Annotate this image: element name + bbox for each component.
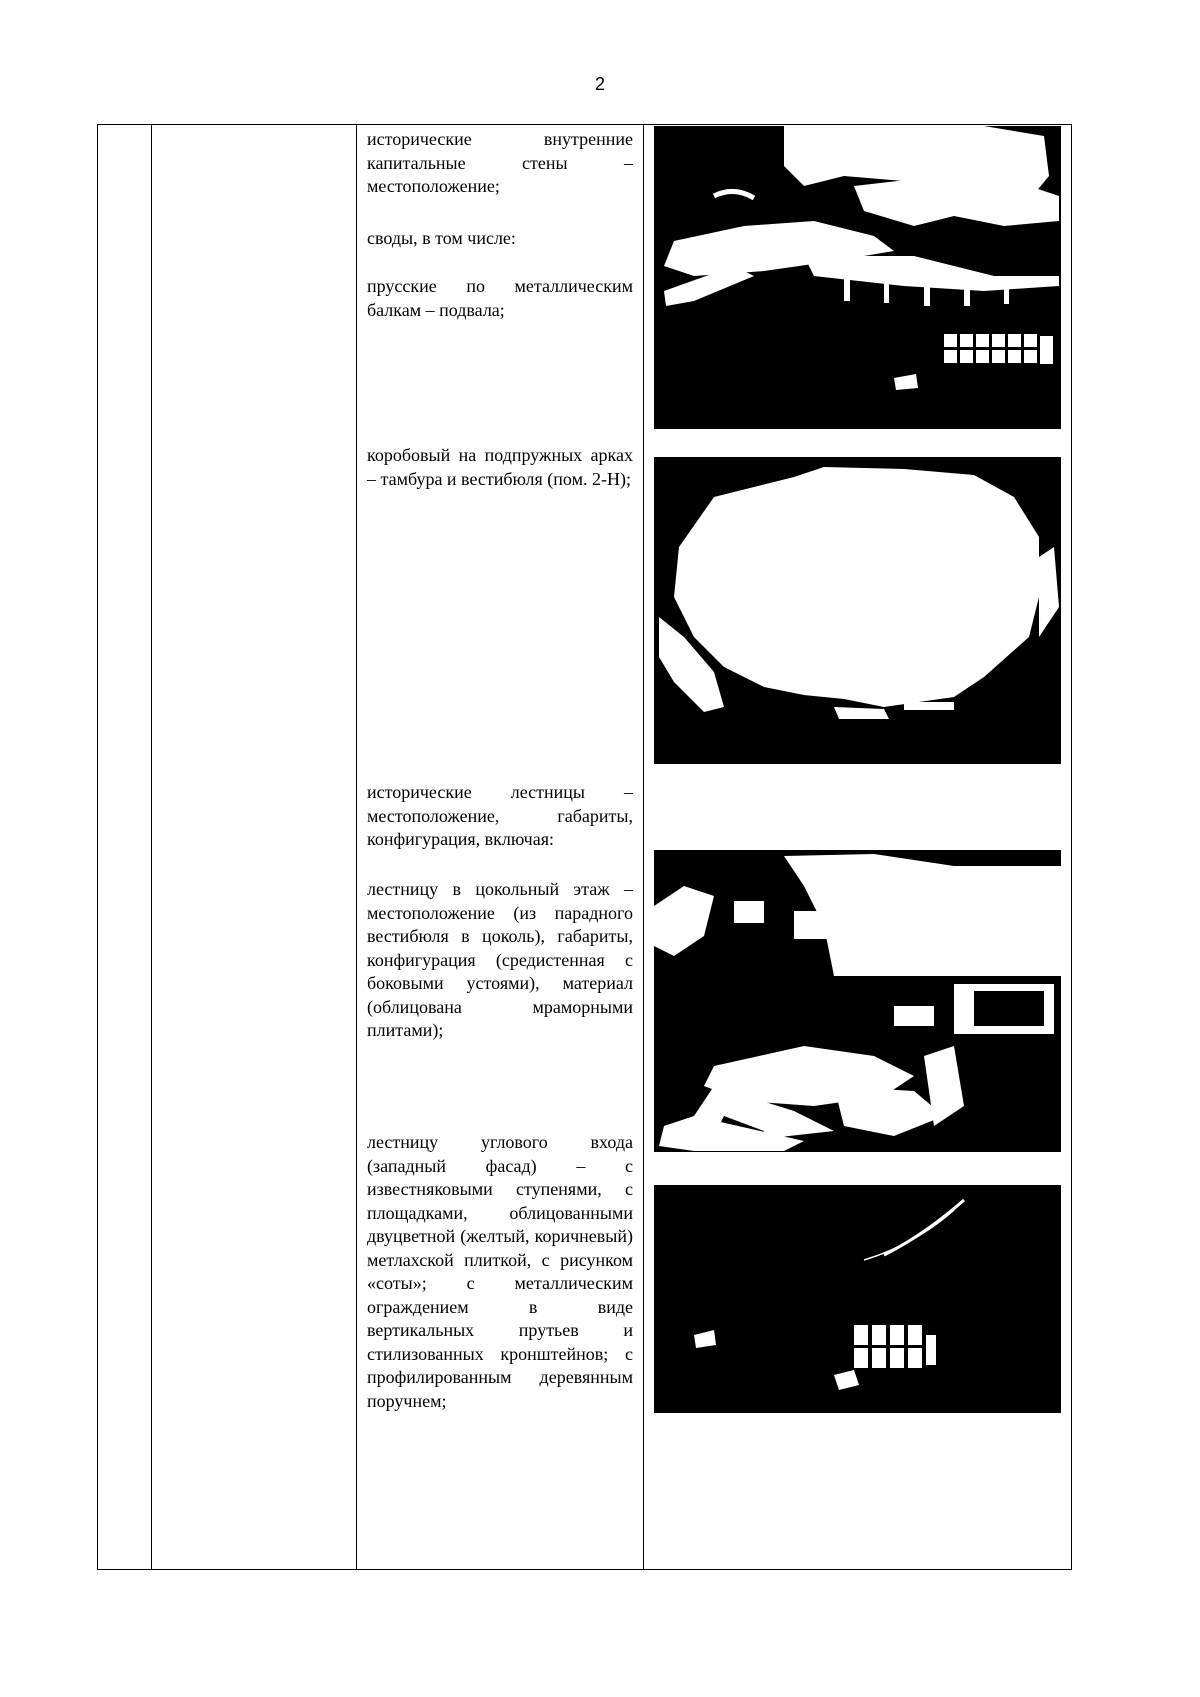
table-column-divider [643,124,644,1570]
vaulted-ceiling-photo [654,126,1061,429]
text-block-box-vault: коробовый на подпружных арках – тамбура и вестибюля (пом. 2-Н); [367,445,633,489]
corner-entrance-stair-photo [654,1185,1061,1413]
page-number: 2 [594,74,605,94]
text-block-basement-stair: лестницу в цокольный этаж – местоположение (из парадного вестибюля в цоколь), габариты, конфигурация (средистенная с боковыми устоями), материал (облицована мраморными плитами); [367,879,633,1040]
table-column-divider [151,124,152,1570]
text-block-corner-stair: лестницу углового входа (западный фасад) – с известняковыми ступенями, с площадками, облицованными двуцветной (желтый, коричневый) метлахской плиткой, с рисунком «соты»; с металлическим ограждением в виде вертикальных прутьев и стилизованных кронштейнов; с профилированным деревянным поручнем; [367,1132,633,1411]
text-block-capital-walls: исторические внутренние капитальные стены – местоположение; [367,129,633,196]
text-block-vaults: своды, в том числе: [367,228,516,248]
table-column-divider [356,124,357,1570]
text-block-historic-stairs: исторические лестницы – местоположение, габариты, конфигурация, включая: [367,782,633,849]
box-vault-photo [654,457,1061,764]
text-block-prussian-vaults: прусские по металлическим балкам – подвала; [367,276,633,320]
staircase-photo [654,846,1061,1152]
